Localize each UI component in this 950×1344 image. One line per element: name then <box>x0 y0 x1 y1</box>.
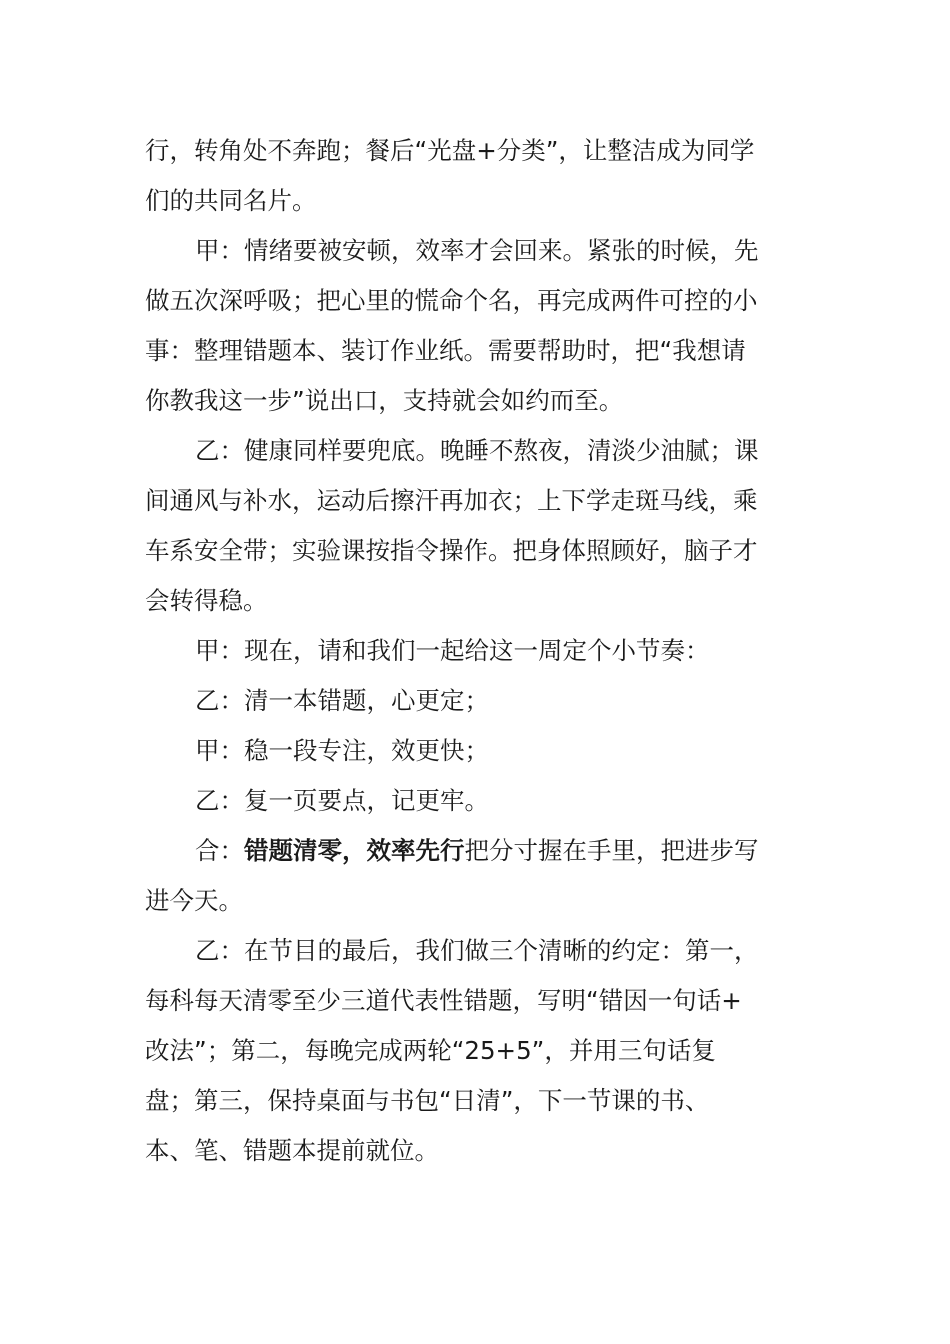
text-line: 间通风与补水，运动后擦汗再加衣；上下学走斑马线，乘 <box>145 486 758 515</box>
paragraph-start-line: 乙：在节目的最后，我们做三个清晰的约定：第一， <box>195 936 759 965</box>
text-line: 们的共同名片。 <box>145 186 317 215</box>
closing-bold-slogan: 错题清零，效率先行 <box>244 836 465 865</box>
text-line: 做五次深呼吸；把心里的慌命个名，再完成两件可控的小 <box>145 286 758 315</box>
text-line: 进今天。 <box>145 886 243 915</box>
document-body <box>145 126 815 1176</box>
text-line: 会转得稳。 <box>145 586 268 615</box>
text-line: 事：整理错题本、装订作业纸。需要帮助时，把“我想请 <box>145 336 746 365</box>
closing-prefix: 合： <box>195 836 244 865</box>
text-line: 车系安全带；实验课按指令操作。把身体照顾好，脑子才 <box>145 536 758 565</box>
paragraph-start-line: 甲：现在，请和我们一起给这一周定个小节奏： <box>195 636 710 665</box>
paragraph-start-line: 甲：情绪要被安顿，效率才会回来。紧张的时候，先 <box>195 236 759 265</box>
paragraph-start-line: 乙：清一本错题，心更定； <box>195 686 489 715</box>
text-line: 你教我这一步”说出口，支持就会如约而至。 <box>145 386 624 415</box>
closing-rest: 把分寸握在手里，把进步写 <box>464 836 759 865</box>
paragraph-start-line: 乙：复一页要点，记更牢。 <box>195 786 489 815</box>
text-line: 每科每天清零至少三道代表性错题，写明“错因一句话+ <box>145 986 742 1015</box>
text-line: 盘；第三，保持桌面与书包“日清”，下一节课的书、 <box>145 1086 710 1115</box>
text-line: 本、笔、错题本提前就位。 <box>145 1136 439 1165</box>
text-line: 改法”；第二，每晚完成两轮“25+5”，并用三句话复 <box>145 1036 716 1065</box>
paragraph-start-line: 乙：健康同样要兜底。晚睡不熬夜，清淡少油腻；课 <box>195 436 759 465</box>
text-line: 行，转角处不奔跑；餐后“光盘+分类”，让整洁成为同学 <box>145 136 755 165</box>
closing-line <box>145 826 815 876</box>
paragraph-start-line: 甲：稳一段专注，效更快； <box>195 736 489 765</box>
